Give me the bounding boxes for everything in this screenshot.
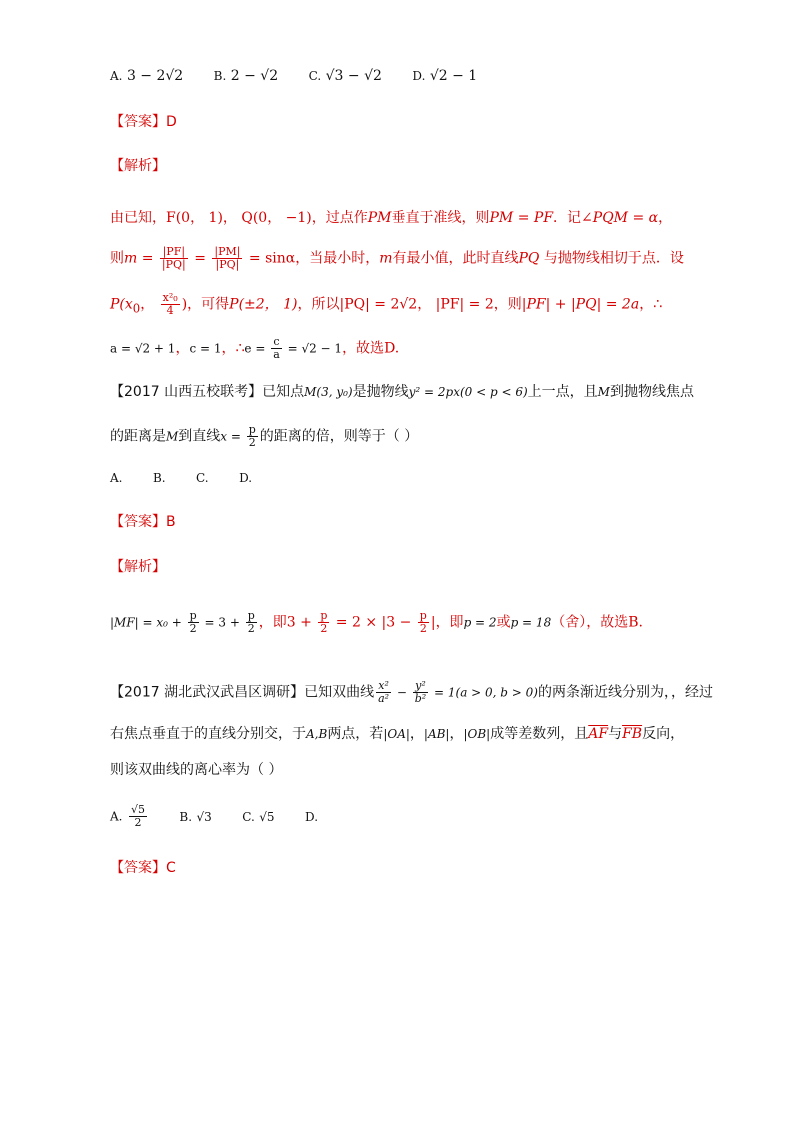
q3-stem-line-2: 右焦点垂直于的直线分别交，于A,B两点，若|OA|，|AB|，|OB|成等差数列，且$\overline{AF}$与$\overline{FB}$反向， (110, 726, 685, 742)
q2-stem-line-1: 【2017 山西五校联考】已知点M(3, y₀)是抛物线y² = 2px(0 < p < 6)上一点，且M到抛物线焦点 (110, 384, 694, 400)
q2-options (110, 468, 278, 488)
q1-solution-line-3: $P(x_0$， $\frac{\text{x²₀}}{4}$ )，可得P(±2， 1)，所以|PQ| = 2√2， |PF| = 2，则|PF| + |PQ| = 2a，∴ (110, 291, 663, 317)
q2-solution: |MF| = x₀ + $\frac{p}{2}$ = 3 + $\frac{p}{2}$ ，即3 + $\frac{p}{2}$ = 2 × |3 − $\frac{p}{2}$ |，即p = 2或p = 18（舍），故选B. (110, 609, 643, 635)
fraction: $\frac{\text{x²}}{\text{a²}}$ (378, 679, 390, 705)
fraction: $\frac{p}{2}$ (189, 609, 197, 635)
q3-options (110, 804, 344, 829)
q2-option-a: A. (110, 471, 123, 485)
q1-analysis-label: 【解析】 (110, 158, 166, 174)
q3-stem-line-1: 【2017 湖北武汉武昌区调研】已知双曲线 $\frac{\text{x²}}{\text{a²}}$ − $\frac{\text{y²}}{\text{b²}}$ = 1(a > 0, b > 0)的两条渐近线分别为，，经过 (110, 679, 713, 705)
q1-solution-line-2: 则m = $\frac{|PF|}{|PQ|}$ = $\frac{|PM|}{|PQ|}$ = sinα，当最小时，m有最小值，此时直线PQ 与抛物线相切于点．设 (110, 245, 684, 271)
q1-option-a: A. 3 − 2√2 (110, 68, 184, 84)
q2-analysis-label: 【解析】 (110, 559, 166, 575)
q2-option-c: C. (196, 471, 209, 485)
q1-option-d: D. √2 − 1 (412, 68, 478, 84)
q2-option-b: B. (152, 471, 166, 485)
q3-option-d: D. (305, 809, 319, 824)
fraction: $\frac{|PM|}{|PQ|}$ (214, 245, 241, 271)
fraction: $\frac{p}{2}$ (248, 423, 256, 449)
q2-stem-line-2: 的距离是M到直线x = $\frac{p}{2}$ 的距离的倍，则等于（ ） (110, 423, 419, 449)
q2-answer: 【答案】B (110, 514, 176, 530)
q1-answer: 【答案】D (110, 114, 177, 130)
q1-option-c: C. √3 − √2 (308, 68, 382, 84)
q3-answer: 【答案】C (110, 860, 176, 876)
q1-solution-line-1: 由已知，F(0， 1)， Q(0， −1)，过点作PM垂直于准线，则PM = PF．记∠PQM = α， (110, 210, 673, 226)
q1-options (110, 66, 503, 86)
fraction: $\frac{c}{a}$ (273, 335, 280, 361)
q1-solution-line-4: a = √2 + 1，c = 1，∴e = $\frac{c}{a}$ = √2 − 1，故选D. (110, 335, 400, 361)
q3-option-a: A. $\frac{√5}{2}$ (110, 803, 145, 829)
q3-stem-line-3: 则该双曲线的离心率为（ ） (110, 762, 283, 778)
q2-option-d: D. (239, 471, 253, 485)
q1-option-b: B. 2 − √2 (213, 68, 279, 84)
fraction: $\frac{p}{2}$ (419, 609, 427, 635)
fraction: $\frac{\text{x²₀}}{4}$ (162, 291, 178, 317)
fraction: $\frac{p}{2}$ (247, 609, 255, 635)
q3-option-c: C. √5 (242, 809, 275, 824)
fraction: $\frac{√5}{2}$ (130, 803, 145, 829)
q3-option-b: B. √3 (179, 809, 212, 824)
fraction: $\frac{|PF|}{|PQ|}$ (161, 245, 186, 271)
fraction: $\frac{p}{2}$ (320, 609, 328, 635)
fraction: $\frac{\text{y²}}{\text{b²}}$ (414, 679, 427, 705)
